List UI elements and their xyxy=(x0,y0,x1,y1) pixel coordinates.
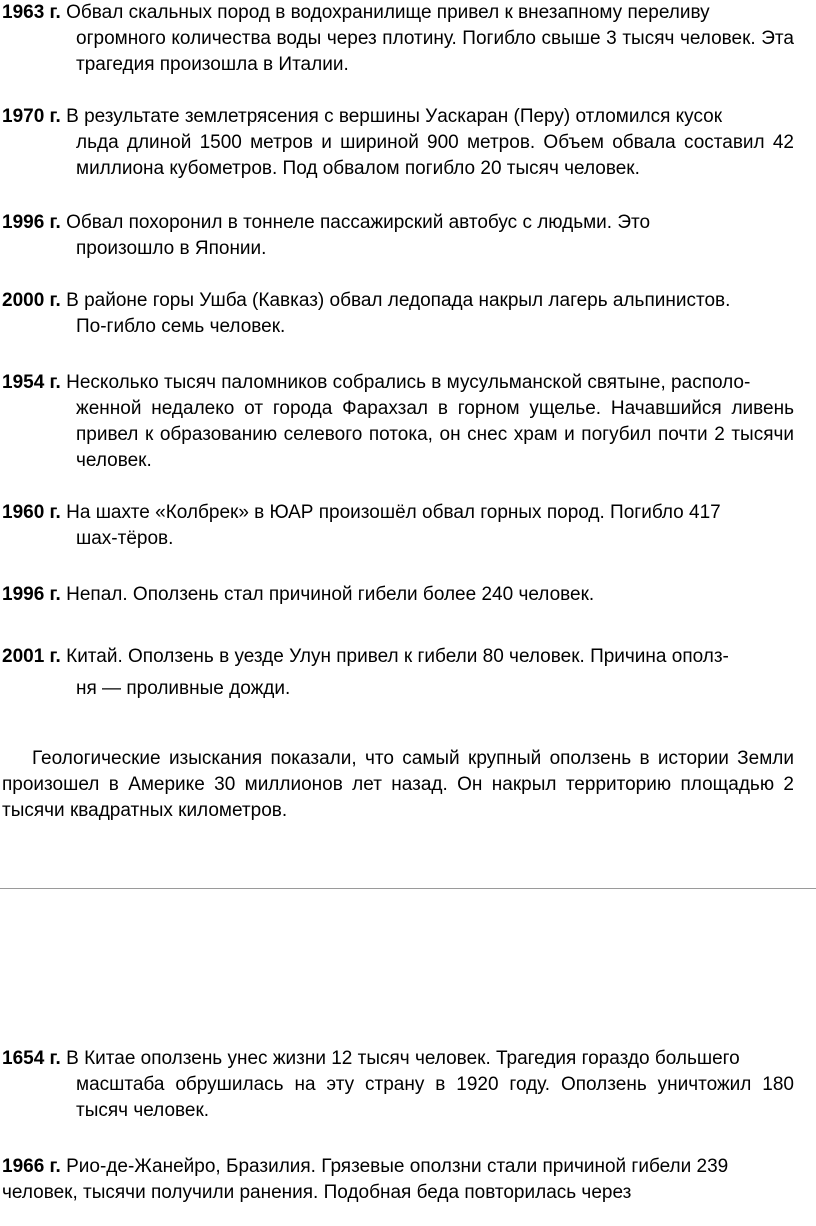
entry-1970 xyxy=(2,104,794,182)
entry-text-first: Непал. Оползень стал причиной гибели более 240 человек. xyxy=(66,584,595,605)
entry-year: 1996 г. xyxy=(2,584,61,605)
entry-text-first: Китай. Оползень в уезде Улун привел к гибели 80 человек. Причина ополз- xyxy=(66,646,729,667)
entry-1954 xyxy=(2,370,794,474)
entry-year: 1963 г. xyxy=(2,2,61,23)
entry-year: 1966 г. xyxy=(2,1156,61,1177)
entry-text-first: На шахте «Колбрек» в ЮАР произошёл обвал горных пород. Погибло 417 xyxy=(66,502,721,523)
entry-text-rest: ня — проливные дожди. xyxy=(76,678,291,699)
entry-1966 xyxy=(2,1154,794,1206)
entry-year: 2001 г. xyxy=(2,646,61,667)
entry-1654 xyxy=(2,1046,794,1124)
entry-year: 2000 г. xyxy=(2,290,61,311)
entry-text-first: В результате землетрясения с вершины Уаскаран (Перу) отломился кусок xyxy=(66,106,723,127)
entry-text-first: Несколько тысяч паломников собрались в мусульманской святыне, располо- xyxy=(66,372,751,393)
entry-text-rest: льда длиной 1500 метров и шириной 900 метров. Объем обвала составил 42 миллиона кубометров. Под обвалом погибло 20 тысяч человек. xyxy=(76,132,794,179)
entry-text-first: В Китае оползень унес жизни 12 тысяч человек. Трагедия гораздо большего xyxy=(66,1048,740,1069)
entry-1963 xyxy=(2,0,794,78)
entry-1996-nepal xyxy=(2,582,794,608)
entry-year: 1996 г. xyxy=(2,212,61,233)
entry-1960 xyxy=(2,500,794,552)
entry-text-first: В районе горы Ушба (Кавказ) обвал ледопада накрыл лагерь альпинистов. xyxy=(66,290,731,311)
entry-text-rest: По-гибло семь человек. xyxy=(76,316,286,337)
entry-1996-japan xyxy=(2,210,794,262)
entry-year: 1954 г. xyxy=(2,372,61,393)
geology-paragraph: Геологические изыскания показали, что самый крупный оползень в истории Земли произошел в Америке 30 миллионов лет назад. Он накрыл территорию площадью 2 тысячи квадратных километров. xyxy=(2,748,794,821)
entry-text-rest: произошло в Японии. xyxy=(76,238,267,259)
entry-2001 xyxy=(2,644,794,702)
entry-text-rest: женной недалеко от города Фарахзал в горном ущелье. Начавшийся ливень привел к образованию селевого потока, он снес храм и погубил почти 2 тысячи человек. xyxy=(76,398,794,471)
entry-text-first: Обвал скальных пород в водохранилище привел к внезапному переливу xyxy=(66,2,710,23)
entry-year: 1654 г. xyxy=(2,1048,61,1069)
entry-year: 1970 г. xyxy=(2,106,61,127)
entry-year: 1960 г. xyxy=(2,502,61,523)
entry-text-rest: масштаба обрушилась на эту страну в 1920 году. Оползень уничтожил 180 тысяч человек. xyxy=(76,1074,794,1121)
entry-text-first: Обвал похоронил в тоннеле пассажирский автобус с людьми. Это xyxy=(66,212,651,233)
entry-text-rest: огромного количества воды через плотину. Погибло свыше 3 тысяч человек. Эта трагедия произошла в Италии. xyxy=(76,28,794,75)
entry-text-rest: шах-тёров. xyxy=(76,528,174,549)
entry-text-rest: человек, тысячи получили ранения. Подобная беда повторилась через xyxy=(2,1182,632,1203)
entry-text-first: Рио-де-Жанейро, Бразилия. Грязевые оползни стали причиной гибели 239 xyxy=(66,1156,729,1177)
horizontal-divider xyxy=(0,888,816,889)
entry-2000 xyxy=(2,288,794,340)
